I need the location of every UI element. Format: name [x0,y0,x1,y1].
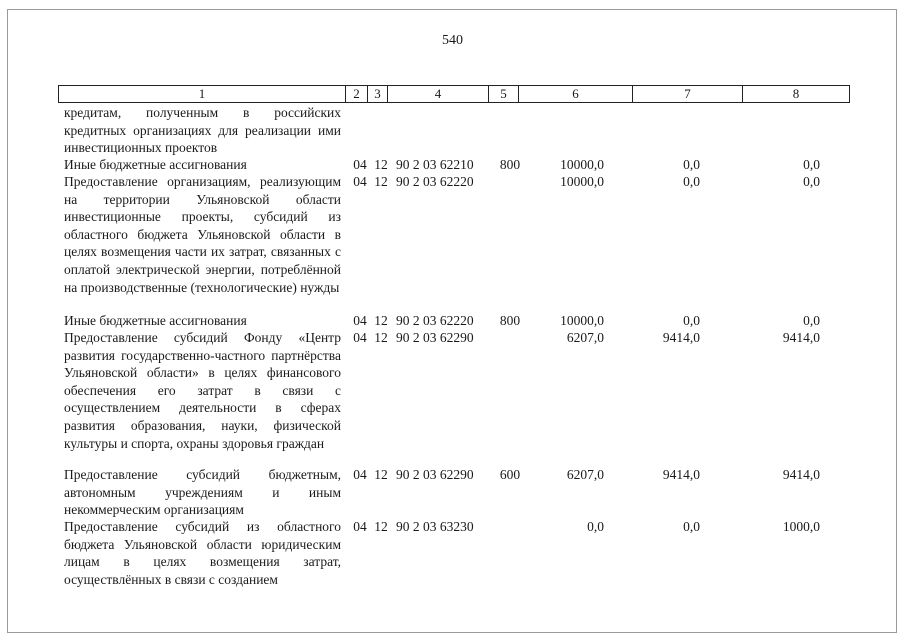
row-description: Иные бюджетные ассигнования [64,313,247,328]
row-subsection: 12 [374,157,388,172]
row-expense-type: 600 [499,467,521,482]
header-col-3: 3 [367,86,387,102]
row-subsection: 12 [374,330,388,345]
row-subsection: 12 [374,174,388,189]
row-amount-6: 6207,0 [566,467,604,482]
row-section: 04 [353,330,367,345]
header-col-1: 1 [198,86,206,101]
row-amount-7: 0,0 [683,313,700,328]
row-amount-8: 0,0 [803,174,820,189]
row-description: Предоставление субсидий Фонду «Центр развития государственно-частного партнёрства Ульяновской области» в целях финансового обеспечения его затрат в связи с осуществлением деятельности в сферах развития образования, науки, физической культуры и спорта, охраны здоровья граждан [64,330,341,451]
row-amount-7: 9414,0 [662,330,700,345]
row-description: Предоставление субсидий бюджетным, автономным учреждениям и иным некоммерческим организациям [64,467,341,518]
row-subsection: 12 [374,519,388,534]
row-target-code: 90 2 03 62220 [396,174,474,189]
row-target-code: 90 2 03 63230 [396,519,474,534]
header-col-6: 6 [518,86,632,102]
row-section: 04 [353,313,367,328]
row-amount-8: 0,0 [803,313,820,328]
row-amount-6: 10000,0 [560,174,604,189]
page-number: 540 [442,33,463,48]
header-col-8: 8 [742,86,849,102]
row-amount-6: 0,0 [587,519,604,534]
row-section: 04 [353,467,367,482]
row-subsection: 12 [374,313,388,328]
row-amount-7: 0,0 [683,157,700,172]
row-description: кредитам, полученным в российских кредитных организациях для реализации ими инвестиционных проектов [64,105,341,156]
row-target-code: 90 2 03 62290 [396,467,474,482]
row-amount-8: 9414,0 [782,467,820,482]
row-amount-6: 6207,0 [566,330,604,345]
row-amount-8: 9414,0 [782,330,820,345]
row-expense-type: 800 [499,313,521,328]
row-description: Предоставление организациям, реализующим на территории Ульяновской области инвестиционные проекты, субсидий из областного бюджета Ульяновской области в целях возмещения части их затрат, связанных с оплатой электрической энергии, потреблённой на производственные (технологические) нужды [64,174,341,295]
row-amount-7: 0,0 [683,174,700,189]
header-col-7: 7 [632,86,742,102]
row-description: Предоставление субсидий из областного бюджета Ульяновской области юридическим лицам в целях возмещения затрат, осуществлённых в связи с созданием [64,519,341,587]
row-expense-type: 800 [499,157,521,172]
row-target-code: 90 2 03 62290 [396,330,474,345]
header-col-2: 2 [345,86,367,102]
row-amount-6: 10000,0 [560,157,604,172]
header-col-5: 5 [488,86,518,102]
row-target-code: 90 2 03 62220 [396,313,474,328]
row-description: Иные бюджетные ассигнования [64,157,247,172]
row-amount-7: 0,0 [683,519,700,534]
row-amount-8: 0,0 [803,157,820,172]
row-subsection: 12 [374,467,388,482]
table-header [58,85,850,103]
row-section: 04 [353,174,367,189]
row-target-code: 90 2 03 62210 [396,157,474,172]
header-col-4: 4 [387,86,488,102]
row-amount-7: 9414,0 [662,467,700,482]
row-amount-6: 10000,0 [560,313,604,328]
row-section: 04 [353,519,367,534]
row-section: 04 [353,157,367,172]
row-amount-8: 1000,0 [782,519,820,534]
